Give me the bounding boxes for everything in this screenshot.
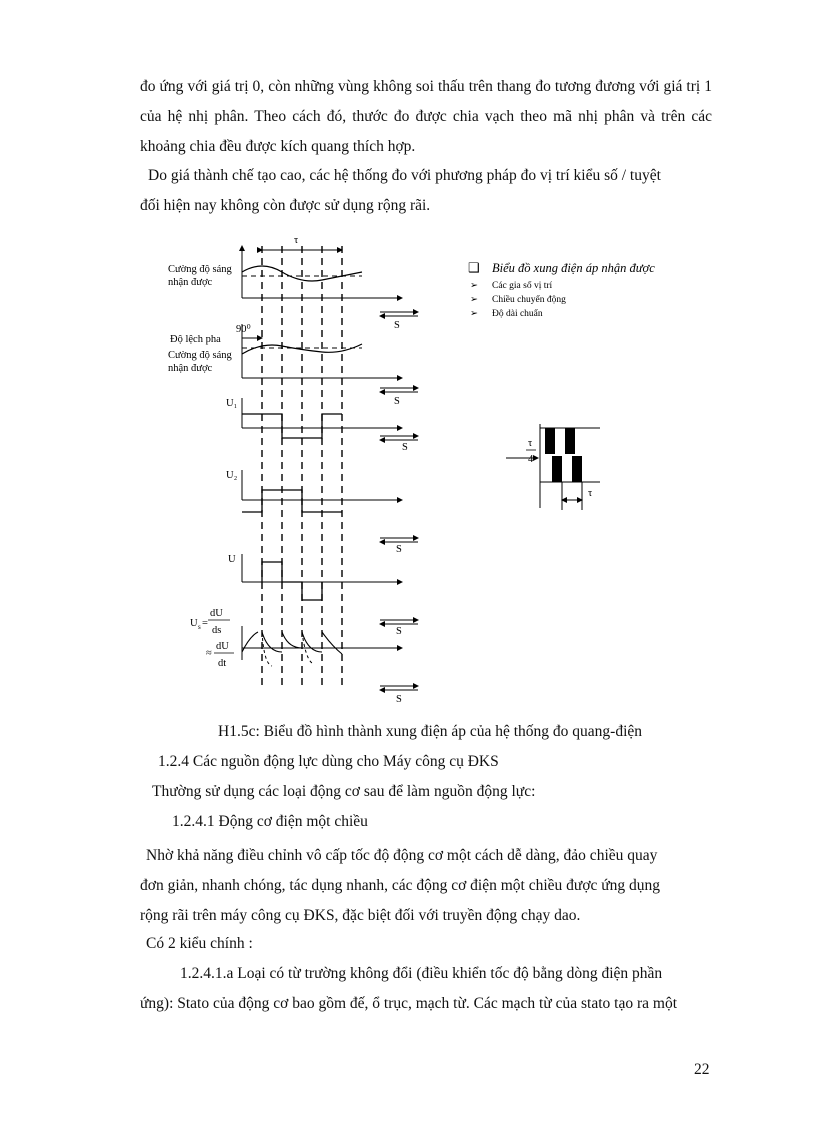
s-label-5: S: [396, 626, 402, 637]
dus-label: dU: [210, 608, 223, 619]
us-subscript: s: [198, 623, 201, 631]
section-heading-1-2-4-1: 1.2.4.1 Động cơ điện một chiều: [172, 813, 368, 830]
tau-label: τ: [294, 235, 299, 246]
s-label-2: S: [394, 396, 400, 407]
figure-legend: [468, 260, 655, 319]
intensity2-label-line2: nhận được: [168, 363, 213, 374]
section-heading-1-2-4: 1.2.4 Các nguồn động lực dùng cho Máy công cụ ĐKS: [158, 753, 499, 770]
legend-title: Biểu đồ xung điện áp nhận được: [492, 261, 655, 275]
u2-label: U₂: [226, 470, 238, 481]
dt-label: dt: [218, 658, 227, 669]
intensity-label-line2: nhận được: [168, 277, 213, 288]
line-usually-used: Thường sử dụng các loại động cơ sau để làm nguồn động lực:: [152, 783, 536, 800]
phase-label: Độ lệch pha: [170, 334, 221, 345]
s-label-3: S: [402, 442, 408, 453]
panel-phase: [168, 323, 418, 407]
s-label-1: S: [394, 320, 400, 331]
legend-item: Các gia số vị trí: [492, 281, 553, 291]
s-label-6: S: [396, 694, 402, 705]
paragraph-dc-motor-line2: đơn giản, nhanh chóng, tác dụng nhanh, các động cơ điện một chiều được ứng dụng: [140, 877, 661, 894]
tau-detail-label: τ: [588, 488, 593, 499]
legend-item: Độ dài chuẩn: [492, 309, 543, 319]
equals-label: =: [202, 618, 208, 629]
intensity2-label-line1: Cường độ sáng: [168, 350, 232, 361]
paragraph-binary-scale: đo ứng với giá trị 0, còn những vùng không soi thấu trên thang đo tương đương với giá trị 1 của hệ nhị phân. Theo cách đó, thước đo được chia vạch theo mã nhị phân và trên các khoảng chia đều được kích quang thích hợp.: [140, 78, 712, 155]
u1-label: U₁: [226, 398, 238, 409]
paragraph-dc-motor-line3: rộng rãi trên máy công cụ ĐKS, đặc biệt đối với truyền động chạy dao.: [140, 907, 581, 924]
s-label-4: S: [396, 544, 402, 555]
figure-caption: H1.5c: Biểu đồ hình thành xung điện áp của hệ thống đo quang-điện: [218, 723, 643, 740]
tau-quarter-denominator: 4: [528, 454, 534, 465]
paragraph-type-a-line1: 1.2.4.1.a Loại có từ trường không đổi (điều khiển tốc độ bằng dòng điện phần: [180, 965, 663, 982]
figure-pulse-diagram: [140, 228, 700, 708]
panel-intensity: [168, 246, 418, 331]
du-label: dU: [216, 641, 229, 652]
us-label: U: [190, 618, 198, 629]
paragraph-type-a-line2: ứng): Stato của động cơ bao gồm đế, ổ trục, mạch từ. Các mạch từ của stato tạo ra một: [140, 995, 677, 1012]
u-label: U: [228, 554, 236, 565]
legend-item: Chiều chuyển động: [492, 295, 566, 305]
paragraph-cost-line2: đối hiện nay không còn được sử dụng rộng rãi.: [140, 197, 431, 214]
paragraph-dc-motor-line1: Nhờ khả năng điều chỉnh vô cấp tốc độ động cơ một cách dễ dàng, đảo chiều quay: [146, 847, 658, 864]
legend-bullet-icon: ➢: [470, 281, 478, 291]
panel-u: [228, 554, 418, 637]
intensity-label-line1: Cường độ sáng: [168, 264, 232, 275]
tau-quarter-numerator: τ: [528, 438, 533, 449]
page-number: 22: [694, 1061, 710, 1078]
legend-bullet-icon: ➢: [470, 309, 478, 319]
approx-label: ≈: [206, 648, 212, 659]
panel-us: [190, 608, 418, 705]
legend-box-icon: ❑: [468, 260, 480, 275]
ninety-degree-label: 90⁰: [236, 324, 251, 335]
paragraph-cost-line1: Do giá thành chế tạo cao, các hệ thống đo với phương pháp đo vị trí kiểu số / tuyệt: [148, 167, 661, 184]
legend-bullet-icon: ➢: [470, 295, 478, 305]
panel-u2: [226, 470, 418, 555]
line-two-types: Có 2 kiểu chính :: [146, 935, 253, 952]
ds-label: ds: [212, 625, 222, 636]
dashed-guides: [262, 246, 342, 688]
pulse-timing-detail: [506, 424, 600, 510]
